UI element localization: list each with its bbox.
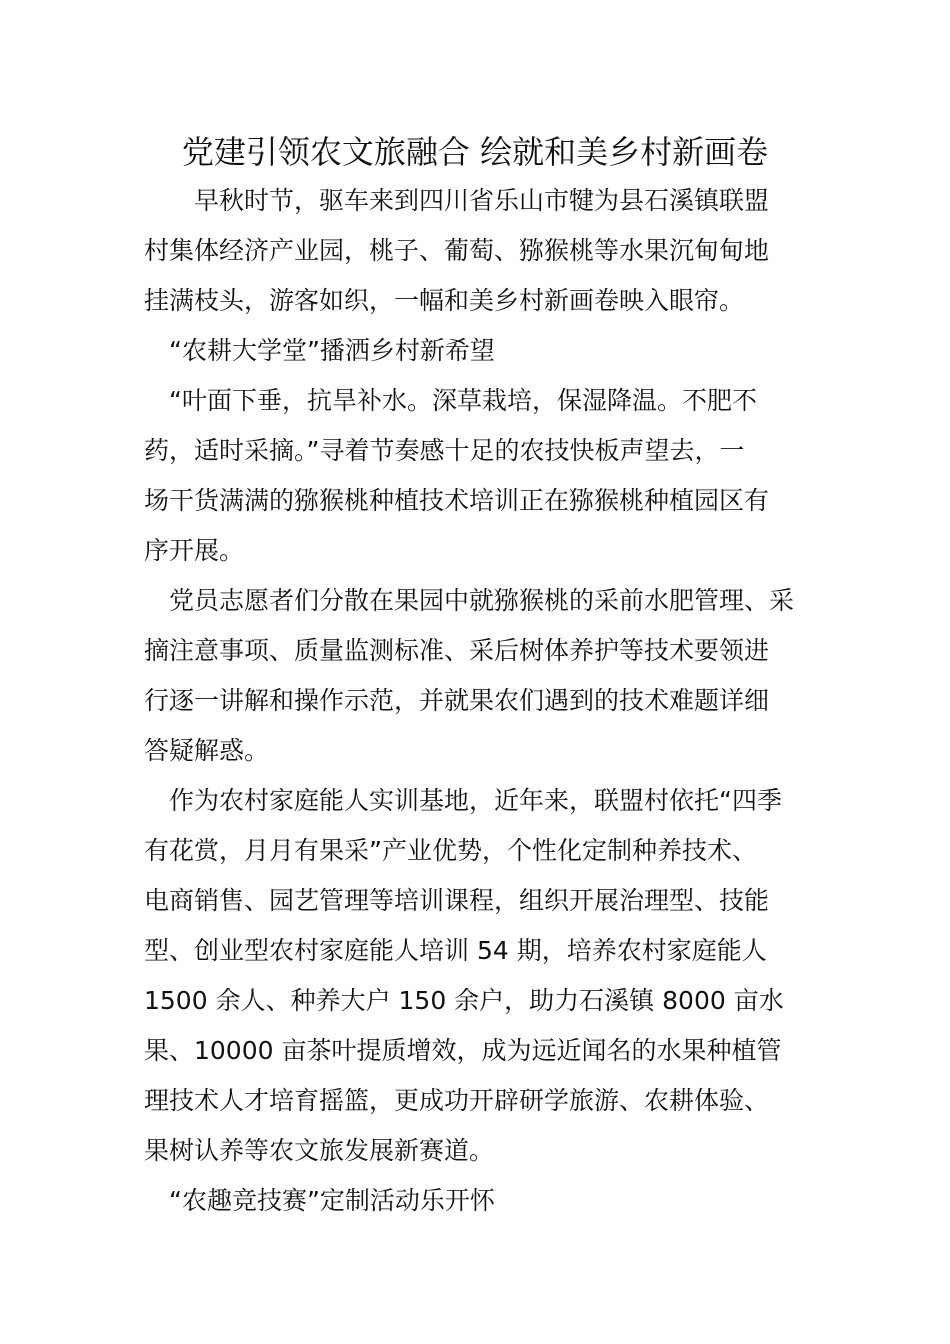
paragraph-2-line-2: 药，适时采摘。”寻着节奏感十足的农技快板声望去，一 xyxy=(144,436,745,465)
paragraph-1-line-2: 村集体经济产业园，桃子、葡萄、猕猴桃等水果沉甸甸地 xyxy=(144,236,770,265)
paragraph-4-line-1: 作为农村家庭能人实训基地，近年来，联盟村依托“四季 xyxy=(144,786,782,815)
section-heading-2: “农趣竞技赛”定制活动乐开怀 xyxy=(144,1186,495,1215)
paragraph-3-line-3: 行逐一讲解和操作示范，并就果农们遇到的技术难题详细 xyxy=(144,686,770,715)
paragraph-1-line-3: 挂满枝头，游客如织，一幅和美乡村新画卷映入眼帘。 xyxy=(144,286,745,315)
paragraph-2-line-3: 场干货满满的猕猴桃种植技术培训正在猕猴桃种植园区有 xyxy=(144,486,770,515)
paragraph-4-line-3: 电商销售、园艺管理等培训课程，组织开展治理型、技能 xyxy=(144,886,770,915)
paragraph-4-line-7: 理技术人才培育摇篮，更成功开辟研学旅游、农耕体验、 xyxy=(144,1086,770,1115)
paragraph-4-line-4: 型、创业型农村家庭能人培训 54 期，培养农村家庭能人 xyxy=(144,936,767,965)
paragraph-2-line-4: 序开展。 xyxy=(144,536,245,565)
paragraph-3-line-1: 党员志愿者们分散在果园中就猕猴桃的采前水肥管理、采 xyxy=(144,586,795,615)
paragraph-4-line-6: 果、10000 亩茶叶提质增效，成为远近闻名的水果种植管 xyxy=(144,1036,782,1065)
document-body xyxy=(144,176,814,1226)
paragraph-1-line-1: 早秋时节，驱车来到四川省乐山市犍为县石溪镇联盟 xyxy=(144,186,770,215)
paragraph-4-line-2: 有花赏，月月有果采”产业优势，个性化定制种养技术、 xyxy=(144,836,757,865)
paragraph-4-line-5: 1500 余人、种养大户 150 余户，助力石溪镇 8000 亩水 xyxy=(144,986,784,1015)
paragraph-3-line-4: 答疑解惑。 xyxy=(144,736,270,765)
section-heading-1: “农耕大学堂”播洒乡村新希望 xyxy=(144,336,495,365)
paragraph-2-line-1: “叶面下垂，抗旱补水。深草栽培，保湿降温。不肥不 xyxy=(144,386,757,415)
paragraph-3-line-2: 摘注意事项、质量监测标准、采后树体养护等技术要领进 xyxy=(144,636,770,665)
paragraph-4-line-8: 果树认养等农文旅发展新赛道。 xyxy=(144,1136,495,1165)
document-title: 党建引领农文旅融合 绘就和美乡村新画卷 xyxy=(181,133,769,171)
